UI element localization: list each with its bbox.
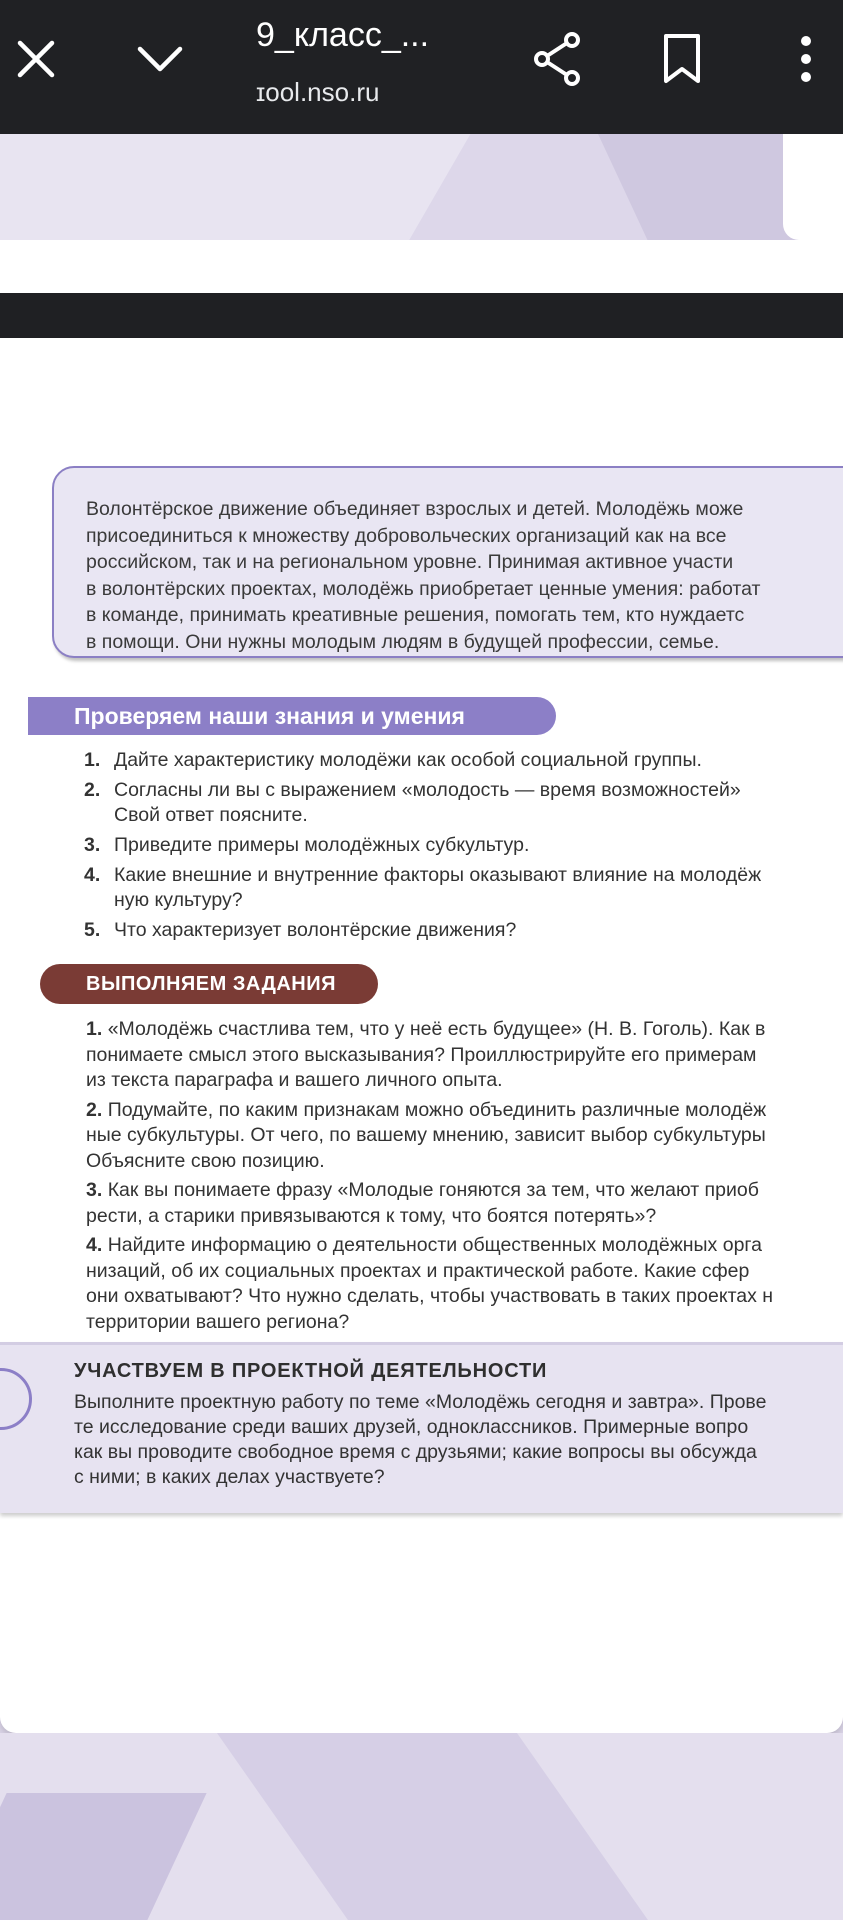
app-bar <box>0 0 843 134</box>
text-line: понимаете смысл этого высказывания? Проиллюстрируйте его примерам <box>86 1043 757 1066</box>
text-line: территории вашего региона? <box>86 1310 350 1333</box>
item-number: 2. <box>86 1098 103 1121</box>
project-section-header: УЧАСТВУЕМ В ПРОЕКТНОЙ ДЕЯТЕЛЬНОСТИ <box>74 1360 548 1382</box>
list-item <box>86 1017 843 1094</box>
bookmark-button[interactable] <box>650 0 714 118</box>
item-number: 3. <box>86 1179 103 1201</box>
page-separator <box>0 293 843 338</box>
item-number: 3. <box>84 834 101 856</box>
text-line: Найдите информацию о деятельности общественных молодёжных орга <box>107 1234 762 1256</box>
previous-page-bottom <box>0 240 843 293</box>
text-line: Дайте характеристику молодёжи как особой социальной группы. <box>114 749 702 771</box>
text-line: Согласны ли вы с выражением «молодость — время возможностей» <box>114 779 741 801</box>
more-options-button[interactable] <box>776 0 836 118</box>
text-line: ные субкультуры. От чего, по вашему мнению, зависит выбор субкультуры <box>86 1124 766 1146</box>
close-icon <box>16 39 56 79</box>
item-number: 1. <box>84 749 101 771</box>
list-item <box>84 833 843 858</box>
more-vert-icon <box>799 35 813 83</box>
project-section-text <box>74 1390 843 1490</box>
document-url: ɪool.nso.ru <box>256 77 380 107</box>
check-section-header: Проверяем наши знания и умения <box>28 697 556 735</box>
text-line: как вы проводите свободное время с друзьями; какие вопросы вы обсужда <box>74 1441 757 1463</box>
text-line: Выполните проектную работу по теме «Молодёжь сегодня и завтра». Прове <box>74 1391 767 1413</box>
text-line: Подумайте, по каким признакам можно объединить различные молодёж <box>107 1098 767 1121</box>
share-button[interactable] <box>526 0 590 118</box>
text-line: российском, так и на региональном уровне. Принимая активное участи <box>86 551 734 573</box>
previous-page-background <box>0 134 843 240</box>
list-item <box>86 1098 843 1175</box>
list-item <box>84 778 843 828</box>
item-number: 4. <box>84 864 101 886</box>
text-line: низаций, об их социальных проектах и практической работе. Какие сфер <box>86 1259 750 1282</box>
text-line: Какие внешние и внутренние факторы оказывают влияние на молодёж <box>114 864 762 886</box>
text-line: они охватывают? Что нужно сделать, чтобы участвовать в таких проектах н <box>86 1285 774 1307</box>
list-item <box>84 748 843 773</box>
bookmark-icon <box>662 33 702 85</box>
text-line: с ними; в каких делах участвуете? <box>74 1466 385 1488</box>
list-item <box>84 918 843 943</box>
text-line: Что характеризует волонтёрские движения? <box>114 919 517 941</box>
tasks-section-header: ВЫПОЛНЯЕМ ЗАДАНИЯ <box>40 964 378 1004</box>
text-line: Свой ответ поясните. <box>114 804 308 826</box>
text-line: Приведите примеры молодёжных субкультур. <box>114 834 530 856</box>
text-line: в помощи. Они нужны молодым людям в будущей профессии, семье. <box>86 630 720 653</box>
item-number: 1. <box>86 1018 103 1040</box>
item-number: 5. <box>84 919 101 941</box>
item-number: 4. <box>86 1234 103 1256</box>
list-item <box>86 1233 843 1335</box>
text-line: присоединиться к множеству добровольческих организаций как на все <box>86 524 727 547</box>
question-list <box>84 748 843 948</box>
text-line: те исследование среди ваших друзей, одноклассников. Примерные вопро <box>74 1416 749 1438</box>
item-number: 2. <box>84 779 101 801</box>
text-line: Как вы понимаете фразу «Молодые гоняются за тем, что желают приоб <box>107 1179 759 1201</box>
text-line: в команде, принимать креативные решения, помогать тем, кто нуждаетс <box>86 604 745 626</box>
text-line: «Молодёжь счастлива тем, что у неё есть будущее» (Н. В. Гоголь). Как в <box>107 1018 766 1040</box>
volunteer-info-text <box>86 496 843 655</box>
document-title: 9_класс_... <box>256 16 430 54</box>
text-line: Объясните свою позицию. <box>86 1149 325 1172</box>
list-item <box>86 1178 843 1229</box>
text-line: Волонтёрское движение объединяет взрослых и детей. Молодёжь може <box>86 498 744 520</box>
task-list <box>86 1017 843 1339</box>
collapse-button[interactable] <box>128 0 192 118</box>
text-line: ную культуру? <box>114 889 243 911</box>
chevron-down-icon <box>136 44 184 74</box>
text-line: рести, а старики привязываются к тому, что боятся потерять»? <box>86 1204 657 1227</box>
text-line: в волонтёрских проектах, молодёжь приобретает ценные умения: работат <box>86 577 761 600</box>
previous-page-corner <box>783 134 843 240</box>
list-item <box>84 863 843 913</box>
next-page-background <box>0 1733 843 1920</box>
close-button[interactable] <box>0 0 72 118</box>
text-line: из текста параграфа и вашего личного опыта. <box>86 1069 503 1091</box>
share-icon <box>532 31 584 87</box>
